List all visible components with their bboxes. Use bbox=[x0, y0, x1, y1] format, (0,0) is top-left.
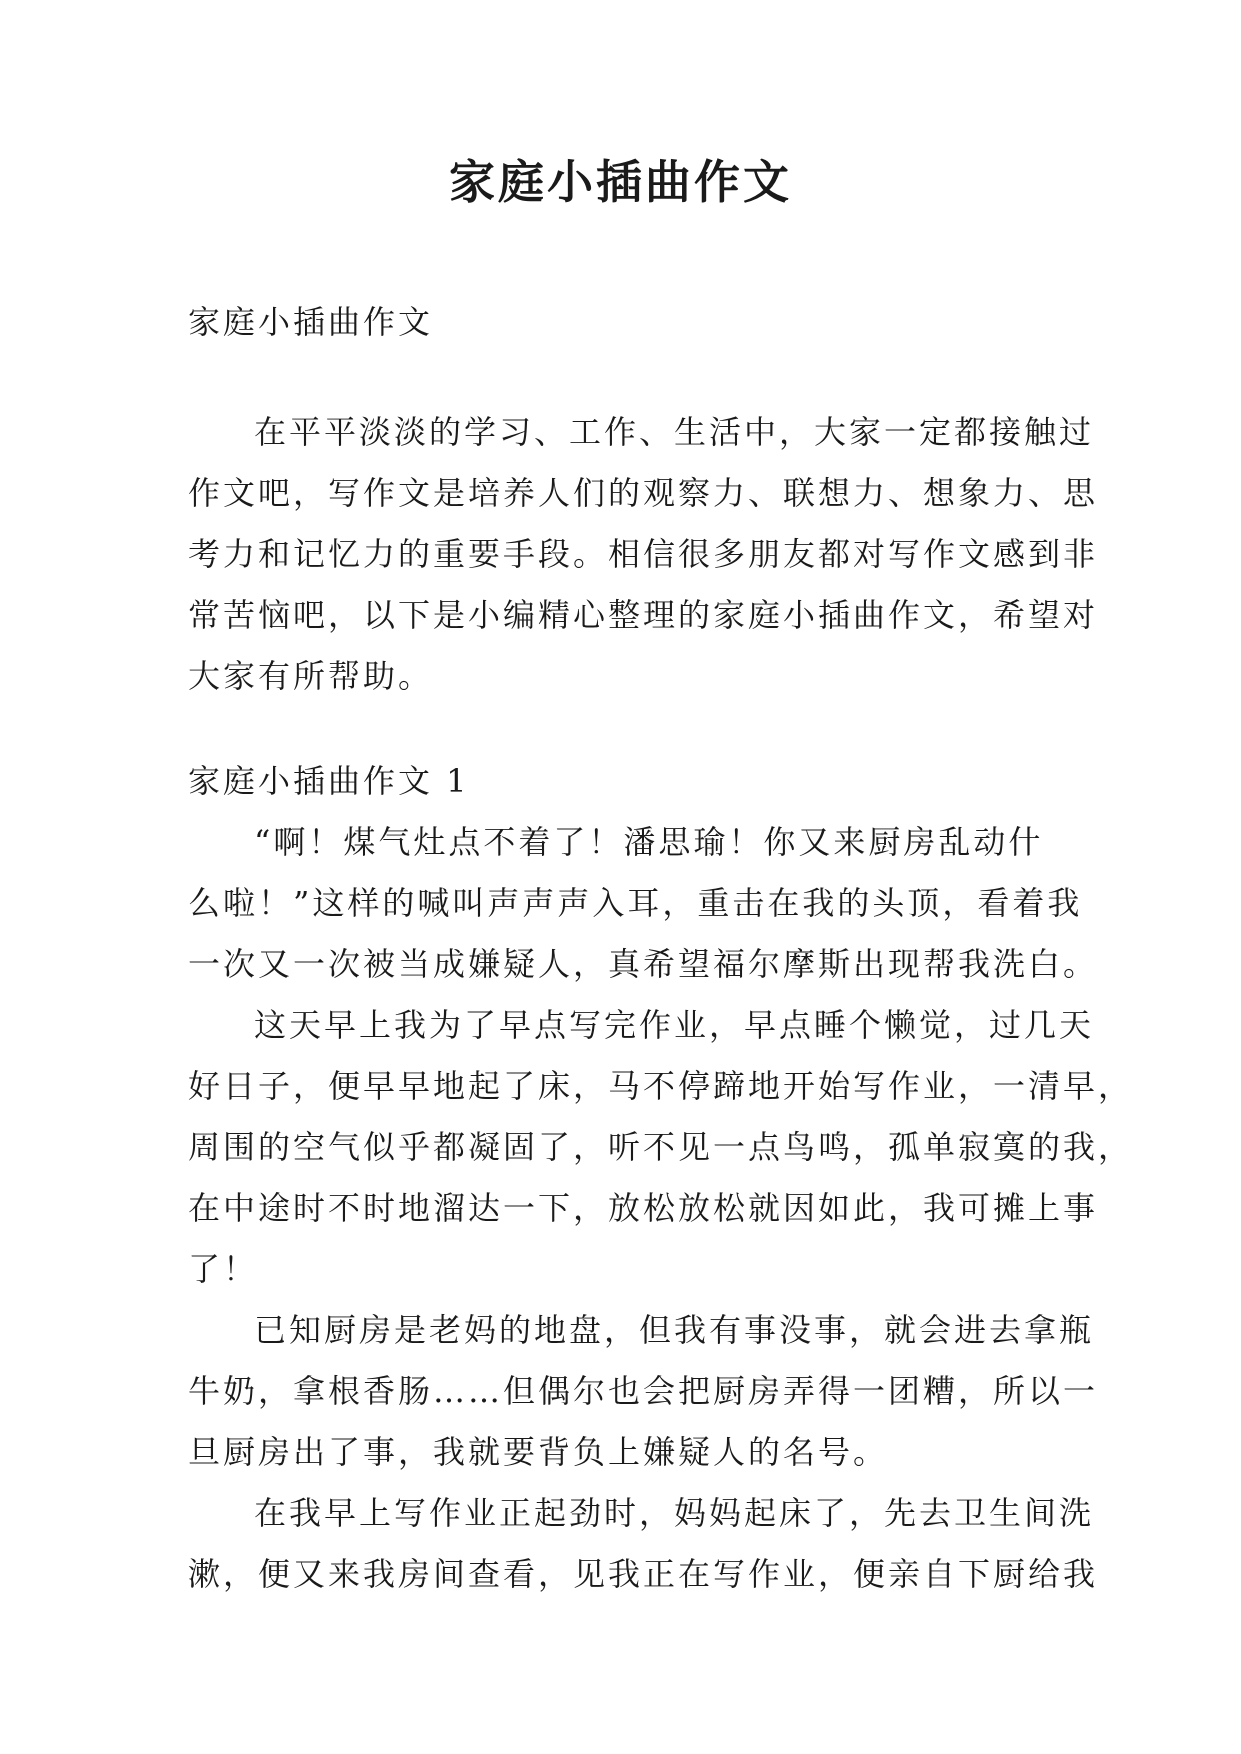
intro-line: 作文吧，写作文是培养人们的观察力、联想力、想象力、思 bbox=[188, 474, 1099, 512]
essay-paragraph bbox=[188, 1483, 1099, 1605]
intro-line: 大家有所帮助。 bbox=[188, 657, 434, 695]
intro-line: 常苦恼吧，以下是小编精心整理的家庭小插曲作文，希望对 bbox=[188, 596, 1099, 634]
intro-line: 在平平淡淡的学习、工作、生活中，大家一定都接触过 bbox=[254, 413, 1095, 451]
document-title: 家庭小插曲作文 bbox=[449, 155, 792, 209]
document-subheading: 家庭小插曲作文 bbox=[188, 303, 434, 341]
paragraph-line: 了！ bbox=[188, 1250, 259, 1288]
paragraph-line: 么啦！”这样的喊叫声声声入耳，重击在我的头顶，看着我 bbox=[188, 884, 1083, 922]
paragraph-line: 这天早上我为了早点写完作业，早点睡个懒觉，过几天 bbox=[254, 1006, 1095, 1044]
intro-paragraph bbox=[188, 402, 1099, 707]
paragraph-line: 已知厨房是老妈的地盘，但我有事没事，就会进去拿瓶 bbox=[254, 1311, 1095, 1349]
essay-paragraph bbox=[188, 1300, 1099, 1483]
paragraph-line: 漱，便又来我房间查看，见我正在写作业，便亲自下厨给我 bbox=[188, 1555, 1099, 1593]
section-heading: 家庭小插曲作文 1 bbox=[188, 762, 470, 800]
intro-line: 考力和记忆力的重要手段。相信很多朋友都对写作文感到非 bbox=[188, 535, 1099, 573]
paragraph-line: 牛奶，拿根香肠……但偶尔也会把厨房弄得一团糟，所以一 bbox=[188, 1372, 1099, 1410]
paragraph-line: 在我早上写作业正起劲时，妈妈起床了，先去卫生间洗 bbox=[254, 1494, 1095, 1532]
paragraph-line: 一次又一次被当成嫌疑人，真希望福尔摩斯出现帮我洗白。 bbox=[188, 945, 1099, 983]
paragraph-line: 好日子，便早早地起了床，马不停蹄地开始写作业，一清早， bbox=[188, 1067, 1134, 1105]
paragraph-line: 旦厨房出了事，我就要背负上嫌疑人的名号。 bbox=[188, 1433, 889, 1471]
paragraph-line: 在中途时不时地溜达一下，放松放松就因如此，我可摊上事 bbox=[188, 1189, 1099, 1227]
paragraph-line: “啊！煤气灶点不着了！潘思瑜！你又来厨房乱动什 bbox=[254, 823, 1044, 861]
essay-paragraph bbox=[188, 995, 1134, 1300]
essay-paragraph bbox=[188, 812, 1099, 995]
paragraph-line: 周围的空气似乎都凝固了，听不见一点鸟鸣，孤单寂寞的我， bbox=[188, 1128, 1134, 1166]
